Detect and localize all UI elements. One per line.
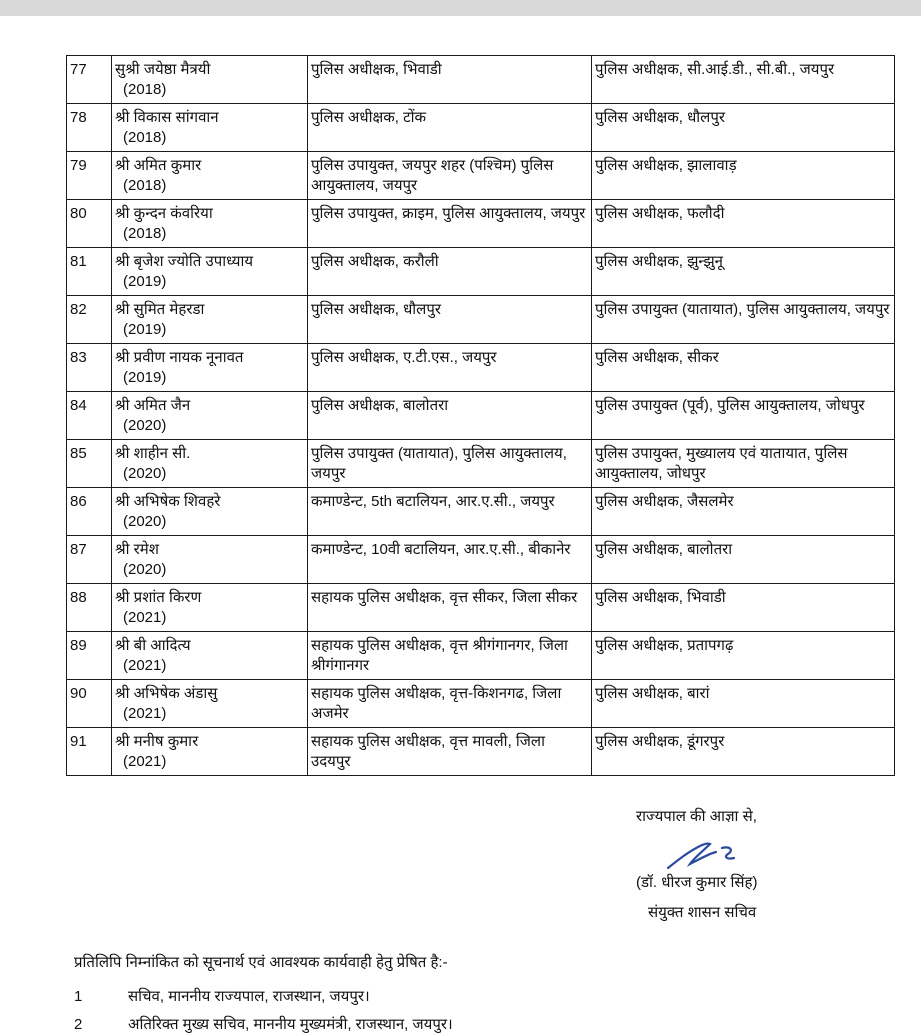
new-posting-cell: पुलिस अधीक्षक, बालोतरा	[592, 536, 895, 584]
new-posting-cell: पुलिस अधीक्षक, सी.आई.डी., सी.बी., जयपुर	[592, 56, 895, 104]
copy-item-number: 2	[74, 1016, 83, 1033]
table-row	[67, 248, 895, 296]
current-posting-cell: पुलिस उपायुक्त (यातायात), पुलिस आयुक्तालय, जयपुर	[308, 440, 592, 488]
officer-name: श्री प्रवीण नायक नूनावत	[115, 349, 244, 366]
officer-batch: (2020)	[123, 561, 167, 578]
serial-number-cell: 83	[67, 344, 112, 392]
officer-name: श्री अमित जैन	[115, 397, 191, 414]
officer-cell	[112, 584, 308, 632]
officer-name: श्री सुमित मेहरडा	[115, 301, 205, 318]
officer-name: श्री मनीष कुमार	[115, 733, 199, 750]
officer-batch: (2019)	[123, 273, 167, 290]
officer-name: श्री शाहीन सी.	[115, 445, 191, 462]
officer-batch: (2020)	[123, 417, 167, 434]
officer-cell	[112, 680, 308, 728]
current-posting-cell: कमाण्डेन्ट, 10वी बटालियन, आर.ए.सी., बीकानेर	[308, 536, 592, 584]
serial-number-cell: 85	[67, 440, 112, 488]
current-posting-cell: पुलिस अधीक्षक, धौलपुर	[308, 296, 592, 344]
current-posting-cell: सहायक पुलिस अधीक्षक, वृत्त मावली, जिला उदयपुर	[308, 728, 592, 776]
officer-cell	[112, 728, 308, 776]
officer-cell	[112, 440, 308, 488]
table-row	[67, 584, 895, 632]
officer-name: सुश्री जयेष्ठा मैत्रयी	[115, 61, 211, 78]
officer-batch: (2018)	[123, 225, 167, 242]
officer-cell	[112, 488, 308, 536]
new-posting-cell: पुलिस अधीक्षक, प्रतापगढ़	[592, 632, 895, 680]
new-posting-cell: पुलिस अधीक्षक, धौलपुर	[592, 104, 895, 152]
signer-name: (डॉ. धीरज कुमार सिंह)	[636, 874, 758, 891]
new-posting-cell: पुलिस अधीक्षक, सीकर	[592, 344, 895, 392]
table-row	[67, 296, 895, 344]
copy-intro: प्रतिलिपि निम्नांकित को सूचनार्थ एवं आवश्यक कार्यवाही हेतु प्रेषित है:-	[74, 954, 448, 971]
current-posting-cell: पुलिस अधीक्षक, करौली	[308, 248, 592, 296]
new-posting-cell: पुलिस अधीक्षक, बारां	[592, 680, 895, 728]
table-row	[67, 200, 895, 248]
serial-number-cell: 77	[67, 56, 112, 104]
new-posting-cell: पुलिस अधीक्षक, झालावाड़	[592, 152, 895, 200]
serial-number-cell: 87	[67, 536, 112, 584]
transfer-table	[66, 55, 895, 776]
table-row	[67, 104, 895, 152]
officer-batch: (2020)	[123, 465, 167, 482]
table-row	[67, 344, 895, 392]
current-posting-cell: पुलिस अधीक्षक, टोंक	[308, 104, 592, 152]
officer-name: श्री अभिषेक अंडासु	[115, 685, 218, 702]
copy-item-text: अतिरिक्त मुख्य सचिव, माननीय मुख्यमंत्री, राजस्थान, जयपुर।	[128, 1016, 453, 1033]
new-posting-cell: पुलिस उपायुक्त (पूर्व), पुलिस आयुक्तालय, जोधपुर	[592, 392, 895, 440]
current-posting-cell: सहायक पुलिस अधीक्षक, वृत्त श्रीगंगानगर, जिला श्रीगंगानगर	[308, 632, 592, 680]
transfer-table-body	[67, 56, 895, 776]
officer-cell	[112, 152, 308, 200]
serial-number-cell: 81	[67, 248, 112, 296]
new-posting-cell: पुलिस उपायुक्त (यातायात), पुलिस आयुक्तालय, जयपुर	[592, 296, 895, 344]
officer-batch: (2021)	[123, 657, 167, 674]
copy-item	[74, 1014, 453, 1034]
new-posting-cell: पुलिस अधीक्षक, भिवाडी	[592, 584, 895, 632]
table-row	[67, 632, 895, 680]
officer-cell	[112, 632, 308, 680]
officer-batch: (2018)	[123, 129, 167, 146]
serial-number-cell: 89	[67, 632, 112, 680]
current-posting-cell: पुलिस उपायुक्त, जयपुर शहर (पश्चिम) पुलिस आयुक्तालय, जयपुर	[308, 152, 592, 200]
officer-cell	[112, 296, 308, 344]
officer-cell	[112, 344, 308, 392]
serial-number-cell: 78	[67, 104, 112, 152]
signature-icon	[664, 838, 742, 874]
officer-name: श्री बी आदित्य	[115, 637, 191, 654]
officer-batch: (2018)	[123, 81, 167, 98]
new-posting-cell: पुलिस उपायुक्त, मुख्यालय एवं यातायात, पुलिस आयुक्तालय, जोधपुर	[592, 440, 895, 488]
officer-batch: (2021)	[123, 753, 167, 770]
serial-number-cell: 91	[67, 728, 112, 776]
new-posting-cell: पुलिस अधीक्षक, डूंगरपुर	[592, 728, 895, 776]
table-row	[67, 392, 895, 440]
current-posting-cell: पुलिस अधीक्षक, बालोतरा	[308, 392, 592, 440]
table-row	[67, 728, 895, 776]
table-row	[67, 536, 895, 584]
serial-number-cell: 84	[67, 392, 112, 440]
officer-cell	[112, 200, 308, 248]
officer-batch: (2019)	[123, 369, 167, 386]
copy-item	[74, 986, 370, 1006]
officer-cell	[112, 536, 308, 584]
table-row	[67, 680, 895, 728]
new-posting-cell: पुलिस अधीक्षक, जैसलमेर	[592, 488, 895, 536]
officer-name: श्री अमित कुमार	[115, 157, 202, 174]
officer-batch: (2021)	[123, 705, 167, 722]
serial-number-cell: 79	[67, 152, 112, 200]
serial-number-cell: 86	[67, 488, 112, 536]
order-line: राज्यपाल की आज्ञा से,	[636, 808, 757, 825]
officer-name: श्री कुन्दन कंवरिया	[115, 205, 213, 222]
current-posting-cell: पुलिस अधीक्षक, ए.टी.एस., जयपुर	[308, 344, 592, 392]
officer-cell	[112, 248, 308, 296]
officer-name: श्री विकास सांगवान	[115, 109, 219, 126]
officer-batch: (2020)	[123, 513, 167, 530]
officer-name: श्री प्रशांत किरण	[115, 589, 202, 606]
current-posting-cell: सहायक पुलिस अधीक्षक, वृत्त-किशनगढ, जिला अजमेर	[308, 680, 592, 728]
current-posting-cell: पुलिस उपायुक्त, क्राइम, पुलिस आयुक्तालय, जयपुर	[308, 200, 592, 248]
officer-batch: (2018)	[123, 177, 167, 194]
table-row	[67, 152, 895, 200]
officer-cell	[112, 392, 308, 440]
table-row	[67, 440, 895, 488]
serial-number-cell: 90	[67, 680, 112, 728]
serial-number-cell: 82	[67, 296, 112, 344]
table-row	[67, 56, 895, 104]
officer-cell	[112, 56, 308, 104]
copy-item-number: 1	[74, 988, 83, 1005]
signer-title: संयुक्त शासन सचिव	[648, 904, 757, 921]
new-posting-cell: पुलिस अधीक्षक, झुन्झुनू	[592, 248, 895, 296]
current-posting-cell: कमाण्डेन्ट, 5th बटालियन, आर.ए.सी., जयपुर	[308, 488, 592, 536]
officer-name: श्री रमेश	[115, 541, 159, 558]
serial-number-cell: 80	[67, 200, 112, 248]
current-posting-cell: सहायक पुलिस अधीक्षक, वृत्त सीकर, जिला सीकर	[308, 584, 592, 632]
officer-batch: (2019)	[123, 321, 167, 338]
current-posting-cell: पुलिस अधीक्षक, भिवाडी	[308, 56, 592, 104]
table-row	[67, 488, 895, 536]
officer-cell	[112, 104, 308, 152]
serial-number-cell: 88	[67, 584, 112, 632]
officer-name: श्री अभिषेक शिवहरे	[115, 493, 221, 510]
officer-batch: (2021)	[123, 609, 167, 626]
officer-name: श्री बृजेश ज्योति उपाध्याय	[115, 253, 254, 270]
top-scan-band	[0, 0, 921, 16]
copy-item-text: सचिव, माननीय राज्यपाल, राजस्थान, जयपुर।	[128, 988, 370, 1005]
new-posting-cell: पुलिस अधीक्षक, फलौदी	[592, 200, 895, 248]
